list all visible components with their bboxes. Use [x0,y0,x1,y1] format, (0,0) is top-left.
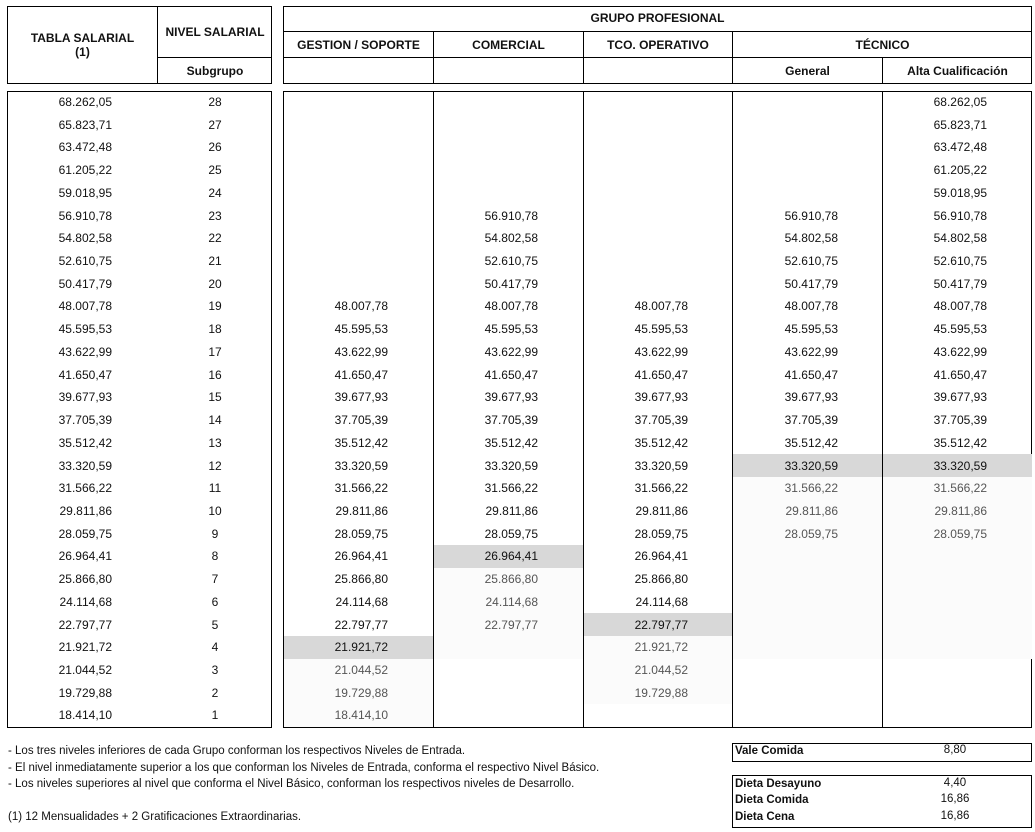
tabla-cell: 54.802,58 [58,231,112,246]
comercial-cell: 48.007,78 [484,299,538,314]
tabla-cell: 35.512,42 [58,435,112,450]
tco-cell: 48.007,78 [634,299,688,314]
nivel-cell: 26 [208,140,222,155]
alta-cell: 45.595,53 [933,322,987,337]
general-cell: 29.811,86 [785,503,838,518]
comercial-cell: 37.705,39 [484,413,538,428]
tco-cell: 35.512,42 [634,435,688,450]
nivel-cell: 10 [208,503,222,518]
gestion-cell: 43.622,99 [334,344,388,359]
tabla-cell: 41.650,47 [58,367,112,382]
alta-cell: 54.802,58 [933,231,987,246]
alta-cell: 33.320,59 [933,458,987,473]
tco-cell: 37.705,39 [634,413,688,428]
tco-cell: 29.811,86 [635,503,688,518]
tco-cell: 41.650,47 [634,367,688,382]
tco-cell: 19.729,88 [634,685,688,700]
general-cell: 28.059,75 [784,526,838,541]
tco-cell: 45.595,53 [634,322,688,337]
nivel-cell: 25 [208,163,222,178]
comercial-cell: 45.595,53 [484,322,538,337]
tco-cell: 24.114,68 [635,594,688,609]
nivel-cell: 27 [208,117,222,132]
tabla-cell: 33.320,59 [58,458,112,473]
nivel-cell: 9 [211,526,219,541]
nivel-cell: 12 [208,458,222,473]
alta-cell: 41.650,47 [933,367,987,382]
tabla-cell: 25.866,80 [58,572,112,587]
nivel-cell: 16 [208,367,222,382]
tabla-cell: 65.823,71 [58,117,112,132]
comercial-cell: 25.866,80 [484,572,538,587]
body-div-4 [882,91,883,728]
general-cell: 33.320,59 [784,458,838,473]
alta-cell: 63.472,48 [933,140,987,155]
tabla-cell: 48.007,78 [58,299,112,314]
tabla-cell: 56.910,78 [58,208,112,223]
nivel-cell: 21 [208,254,222,269]
tco-cell: 33.320,59 [634,458,688,473]
nivel-cell: 4 [211,640,219,655]
tabla-cell: 18.414,10 [58,708,112,723]
gestion-cell: 37.705,39 [334,413,388,428]
nivel-cell: 24 [208,185,222,200]
comercial-cell: 50.417,79 [484,276,538,291]
nivel-cell: 18 [208,322,222,337]
tco-cell: 39.677,93 [634,390,688,405]
alta-cell: 35.512,42 [933,435,987,450]
gestion-header: GESTION / SOPORTE [297,37,420,52]
general-cell: 39.677,93 [784,390,838,405]
general-cell: 48.007,78 [784,299,838,314]
comercial-cell: 28.059,75 [484,526,538,541]
general-cell: 45.595,53 [784,322,838,337]
general-cell: 41.650,47 [784,367,838,382]
tabla-cell: 37.705,39 [58,413,112,428]
general-header: General [785,64,830,78]
nivel-cell: 11 [208,481,222,496]
gestion-cell: 31.566,22 [334,481,388,496]
nivel-cell: 14 [208,413,222,428]
tabla-cell: 31.566,22 [58,481,112,496]
alta-cell: 28.059,75 [933,526,987,541]
nivel-cell: 22 [208,231,222,246]
tabla-cell: 63.472,48 [58,140,112,155]
alta-cell: 29.811,86 [934,503,987,518]
tabla-cell: 21.921,72 [58,640,112,655]
gestion-cell: 35.512,42 [334,435,388,450]
gestion-cell: 26.964,41 [334,549,388,564]
nivel-cell: 13 [208,435,222,450]
nivel-cell: 2 [211,685,219,700]
tabla-cell: 43.622,99 [58,344,112,359]
alta-cell: 61.205,22 [933,163,987,178]
comercial-cell: 52.610,75 [484,254,538,269]
general-cell: 52.610,75 [784,254,838,269]
gestion-cell: 25.866,80 [334,572,388,587]
dieta-desayuno-label: Dieta Desayuno [735,778,822,790]
note-2: - El nivel inmediatamente superior a los que conforman los Niveles de Entrada, conforma el respectivo Nivel Básico. [8,762,600,774]
note-3: - Los niveles superiores al nivel que conforma el Nivel Básico, conforman los respectivos niveles de Desarrollo. [8,778,575,790]
gestion-cell: 28.059,75 [334,526,388,541]
vale-comida-value: 8,80 [943,744,967,756]
tecnico-header: TÉCNICO [855,37,910,52]
grupo-profesional-header: GRUPO PROFESIONAL [590,11,725,25]
nivel-cell: 7 [211,572,219,587]
tco-cell: 43.622,99 [634,344,688,359]
footnote: (1) 12 Mensualidades + 2 Gratificaciones Extraordinarias. [8,811,302,823]
body-div-1 [433,91,434,728]
alta-cell: 31.566,22 [933,481,987,496]
tco-cell: 26.964,41 [634,549,688,564]
nivel-cell: 5 [211,617,219,632]
tabla-salarial-header: TABLA SALARIAL (1) [30,31,135,59]
general-cell: 31.566,22 [784,481,838,496]
gestion-cell: 33.320,59 [334,458,388,473]
alta-cell: 39.677,93 [933,390,987,405]
alta-cell: 65.823,71 [933,117,987,132]
vale-comida-label: Vale Comida [735,745,804,757]
gestion-cell: 22.797,77 [334,617,388,632]
gestion-cell: 18.414,10 [334,708,388,723]
tco-cell: 21.044,52 [634,663,688,677]
tco-header: TCO. OPERATIVO [607,37,709,52]
general-cell: 43.622,99 [784,344,838,359]
tco-cell: 25.866,80 [634,572,688,587]
alta-cell: 52.610,75 [933,254,987,269]
dieta-desayuno-value: 4,40 [943,777,967,789]
nivel-cell: 1 [211,708,219,723]
nivel-cell: 6 [211,594,219,609]
gestion-cell: 39.677,93 [334,390,388,405]
general-cell: 56.910,78 [784,208,838,223]
nivel-cell: 15 [208,390,222,405]
tco-cell: 31.566,22 [634,481,688,496]
body-div-3 [732,91,733,728]
comercial-cell: 35.512,42 [484,435,538,450]
alta-header: Alta Cualificación [907,64,1008,78]
tabla-cell: 59.018,95 [58,185,112,200]
tabla-cell: 29.811,86 [59,503,112,518]
comercial-cell: 29.811,86 [485,503,538,518]
comercial-cell: 22.797,77 [484,617,538,632]
comercial-cell: 54.802,58 [484,231,538,246]
nivel-salarial-header: NIVEL SALARIAL [165,25,265,39]
comercial-cell: 31.566,22 [484,481,538,496]
nivel-cell: 17 [208,344,222,359]
tabla-cell: 26.964,41 [58,549,112,564]
nivel-cell: 19 [208,299,222,314]
alta-cell: 59.018,95 [933,185,987,200]
gestion-cell: 41.650,47 [334,367,388,382]
subgrupo-header: Subgrupo [186,64,244,78]
comercial-cell: 26.964,41 [484,549,538,564]
dieta-comida-label: Dieta Comida [735,794,809,806]
comercial-cell: 39.677,93 [484,390,538,405]
gestion-cell: 19.729,88 [334,685,388,700]
tabla-cell: 45.595,53 [58,322,112,337]
comercial-cell: 33.320,59 [484,458,538,473]
nivel-cell: 28 [208,95,222,109]
note-1: - Los tres niveles inferiores de cada Grupo conforman los respectivos Niveles de Entrada. [8,745,466,757]
comercial-cell: 24.114,68 [485,594,538,609]
nivel-cell: 3 [211,663,219,677]
tabla-cell: 52.610,75 [58,254,112,269]
tabla-cell: 28.059,75 [58,526,112,541]
tco-cell: 22.797,77 [634,617,688,632]
tabla-cell: 24.114,68 [59,594,112,609]
tabla-cell: 68.262,05 [58,95,112,109]
gestion-cell: 21.044,52 [334,663,388,677]
comercial-cell: 41.650,47 [484,367,538,382]
tabla-cell: 61.205,22 [58,163,112,178]
alta-cell: 43.622,99 [933,344,987,359]
left-sub-divider [283,57,732,58]
nivel-cell: 8 [211,549,219,564]
tabla-cell: 21.044,52 [58,663,112,677]
alta-cell: 68.262,05 [933,95,987,109]
general-cell: 54.802,58 [784,231,838,246]
tco-cell: 21.921,72 [634,640,688,655]
tabla-cell: 39.677,93 [58,390,112,405]
nivel-cell: 20 [208,276,222,291]
comercial-cell: 43.622,99 [484,344,538,359]
gestion-cell: 24.114,68 [335,594,388,609]
general-cell: 35.512,42 [784,435,838,450]
dieta-cena-label: Dieta Cena [735,811,795,823]
tabla-cell: 19.729,88 [58,685,112,700]
body-div-2 [583,91,584,728]
gestion-cell: 29.811,86 [335,503,388,518]
alta-cell: 48.007,78 [933,299,987,314]
alta-cell: 50.417,79 [933,276,987,291]
alta-cell: 37.705,39 [933,413,987,428]
alta-cell: 56.910,78 [933,208,987,223]
dieta-cena-value: 16,86 [940,810,970,822]
general-cell: 37.705,39 [784,413,838,428]
tabla-cell: 22.797,77 [58,617,112,632]
tabla-cell: 50.417,79 [58,276,112,291]
general-cell: 50.417,79 [784,276,838,291]
gestion-cell: 48.007,78 [334,299,388,314]
dieta-comida-value: 16,86 [940,793,970,805]
tco-cell: 28.059,75 [634,526,688,541]
comercial-header: COMERCIAL [472,37,545,52]
gestion-cell: 45.595,53 [334,322,388,337]
nivel-cell: 23 [208,208,222,223]
gestion-cell: 21.921,72 [334,640,388,655]
comercial-cell: 56.910,78 [484,208,538,223]
